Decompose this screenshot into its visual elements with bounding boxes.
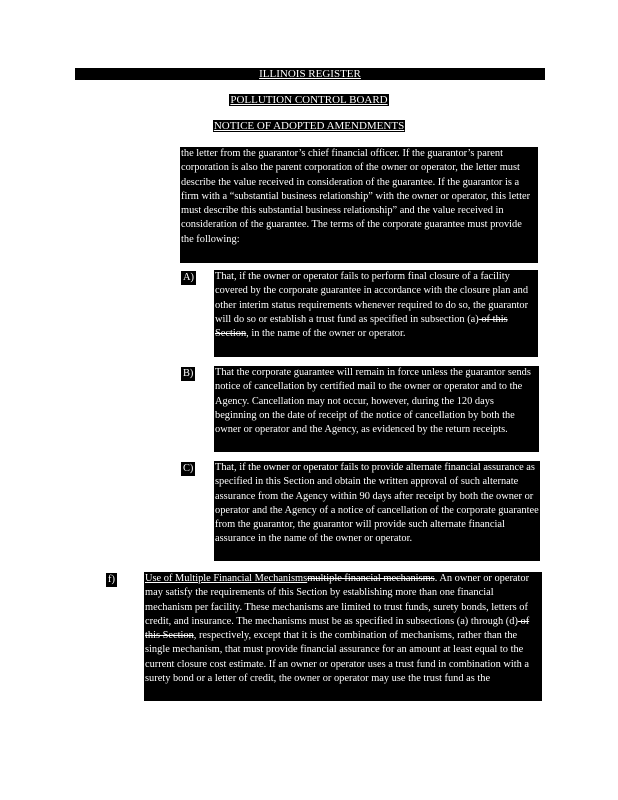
section-f-text	[144, 572, 542, 701]
item-c-text: That, if the owner or operator fails to provide alternate financial assurance as specified in this Section and obtain the written approval of such alternate assurance from the Agency within 90 days after receipt by both the owner or operator and the Agency of a notice of cancellation of the corporate guarantee from the guarantor, the guarantor will provide such alternate financial assurance in the name of the owner or operator.	[214, 461, 540, 561]
item-c-label: C)	[183, 463, 194, 474]
section-f-title-struck: multiple financial mechanisms	[307, 573, 435, 584]
item-b-text: That the corporate guarantee will remain in force unless the guarantor sends notice of cancellation by certified mail to the owner or operator and to the Agency. Cancellation may not occur, however, during the 120 days beginning on the date of receipt of the notice of cancellation by both the owner or operator and the Agency, as evidenced by the return receipts.	[214, 366, 539, 452]
intro-paragraph: the letter from the guarantor’s chief financial officer. If the guarantor’s parent corporation is also the parent corporation of the owner or operator, the letter must describe the value received in consideration of the guarantee. If the guarantor is a firm with a “substantial business relationship” with the owner or operator, this letter must describe this substantial business relationship” and the value received in consideration of the guarantee. The terms of the corporate guarantee must provide the following:	[180, 147, 538, 263]
item-a-text-after: , in the name of the owner or operator.	[246, 328, 406, 340]
notice-title-line	[0, 120, 618, 133]
section-f-title-added: Use of Multiple Financial Mechanisms	[145, 573, 308, 584]
section-f-struck: of this Section	[145, 615, 530, 642]
board-title-line	[0, 94, 618, 107]
section-f-text-after: , respectively, except that it is the combination of mechanisms, rather than the single mechanism, that must provide financial assurance for an amount at least equal to the current closure cost estimate. If an owner or operator uses a trust fund in combination with a surety bond or a letter of credit, the owner or operator may use the trust fund as the	[145, 630, 530, 685]
item-a-text-before: That, if the owner or operator fails to perform final closure of a facility covered by the corporate guarantee in accordance with the closure plan and other interim status requirements whenever required to do so, the guarantor will do so or establish a trust fund as specified in subsection (a)	[215, 271, 529, 325]
item-a-struck: of this Section	[215, 313, 508, 340]
board-title: POLLUTION CONTROL BOARD	[230, 94, 388, 106]
item-b-label: B)	[183, 368, 194, 379]
item-a-label: A)	[183, 272, 194, 283]
register-title: ILLINOIS REGISTER	[75, 68, 545, 80]
section-f-text-before: . An owner or operator may satisfy the requirements of this Section by establishing more than one financial mechanism per facility. These mechanisms are limited to trust funds, surety bonds, letters of credit, and insurance. The mechanisms must be as specified in subsections (a) through (d)	[145, 573, 530, 627]
notice-title: NOTICE OF ADOPTED AMENDMENTS	[213, 120, 405, 132]
item-a-text	[214, 270, 538, 357]
section-f-label: f)	[108, 574, 115, 585]
